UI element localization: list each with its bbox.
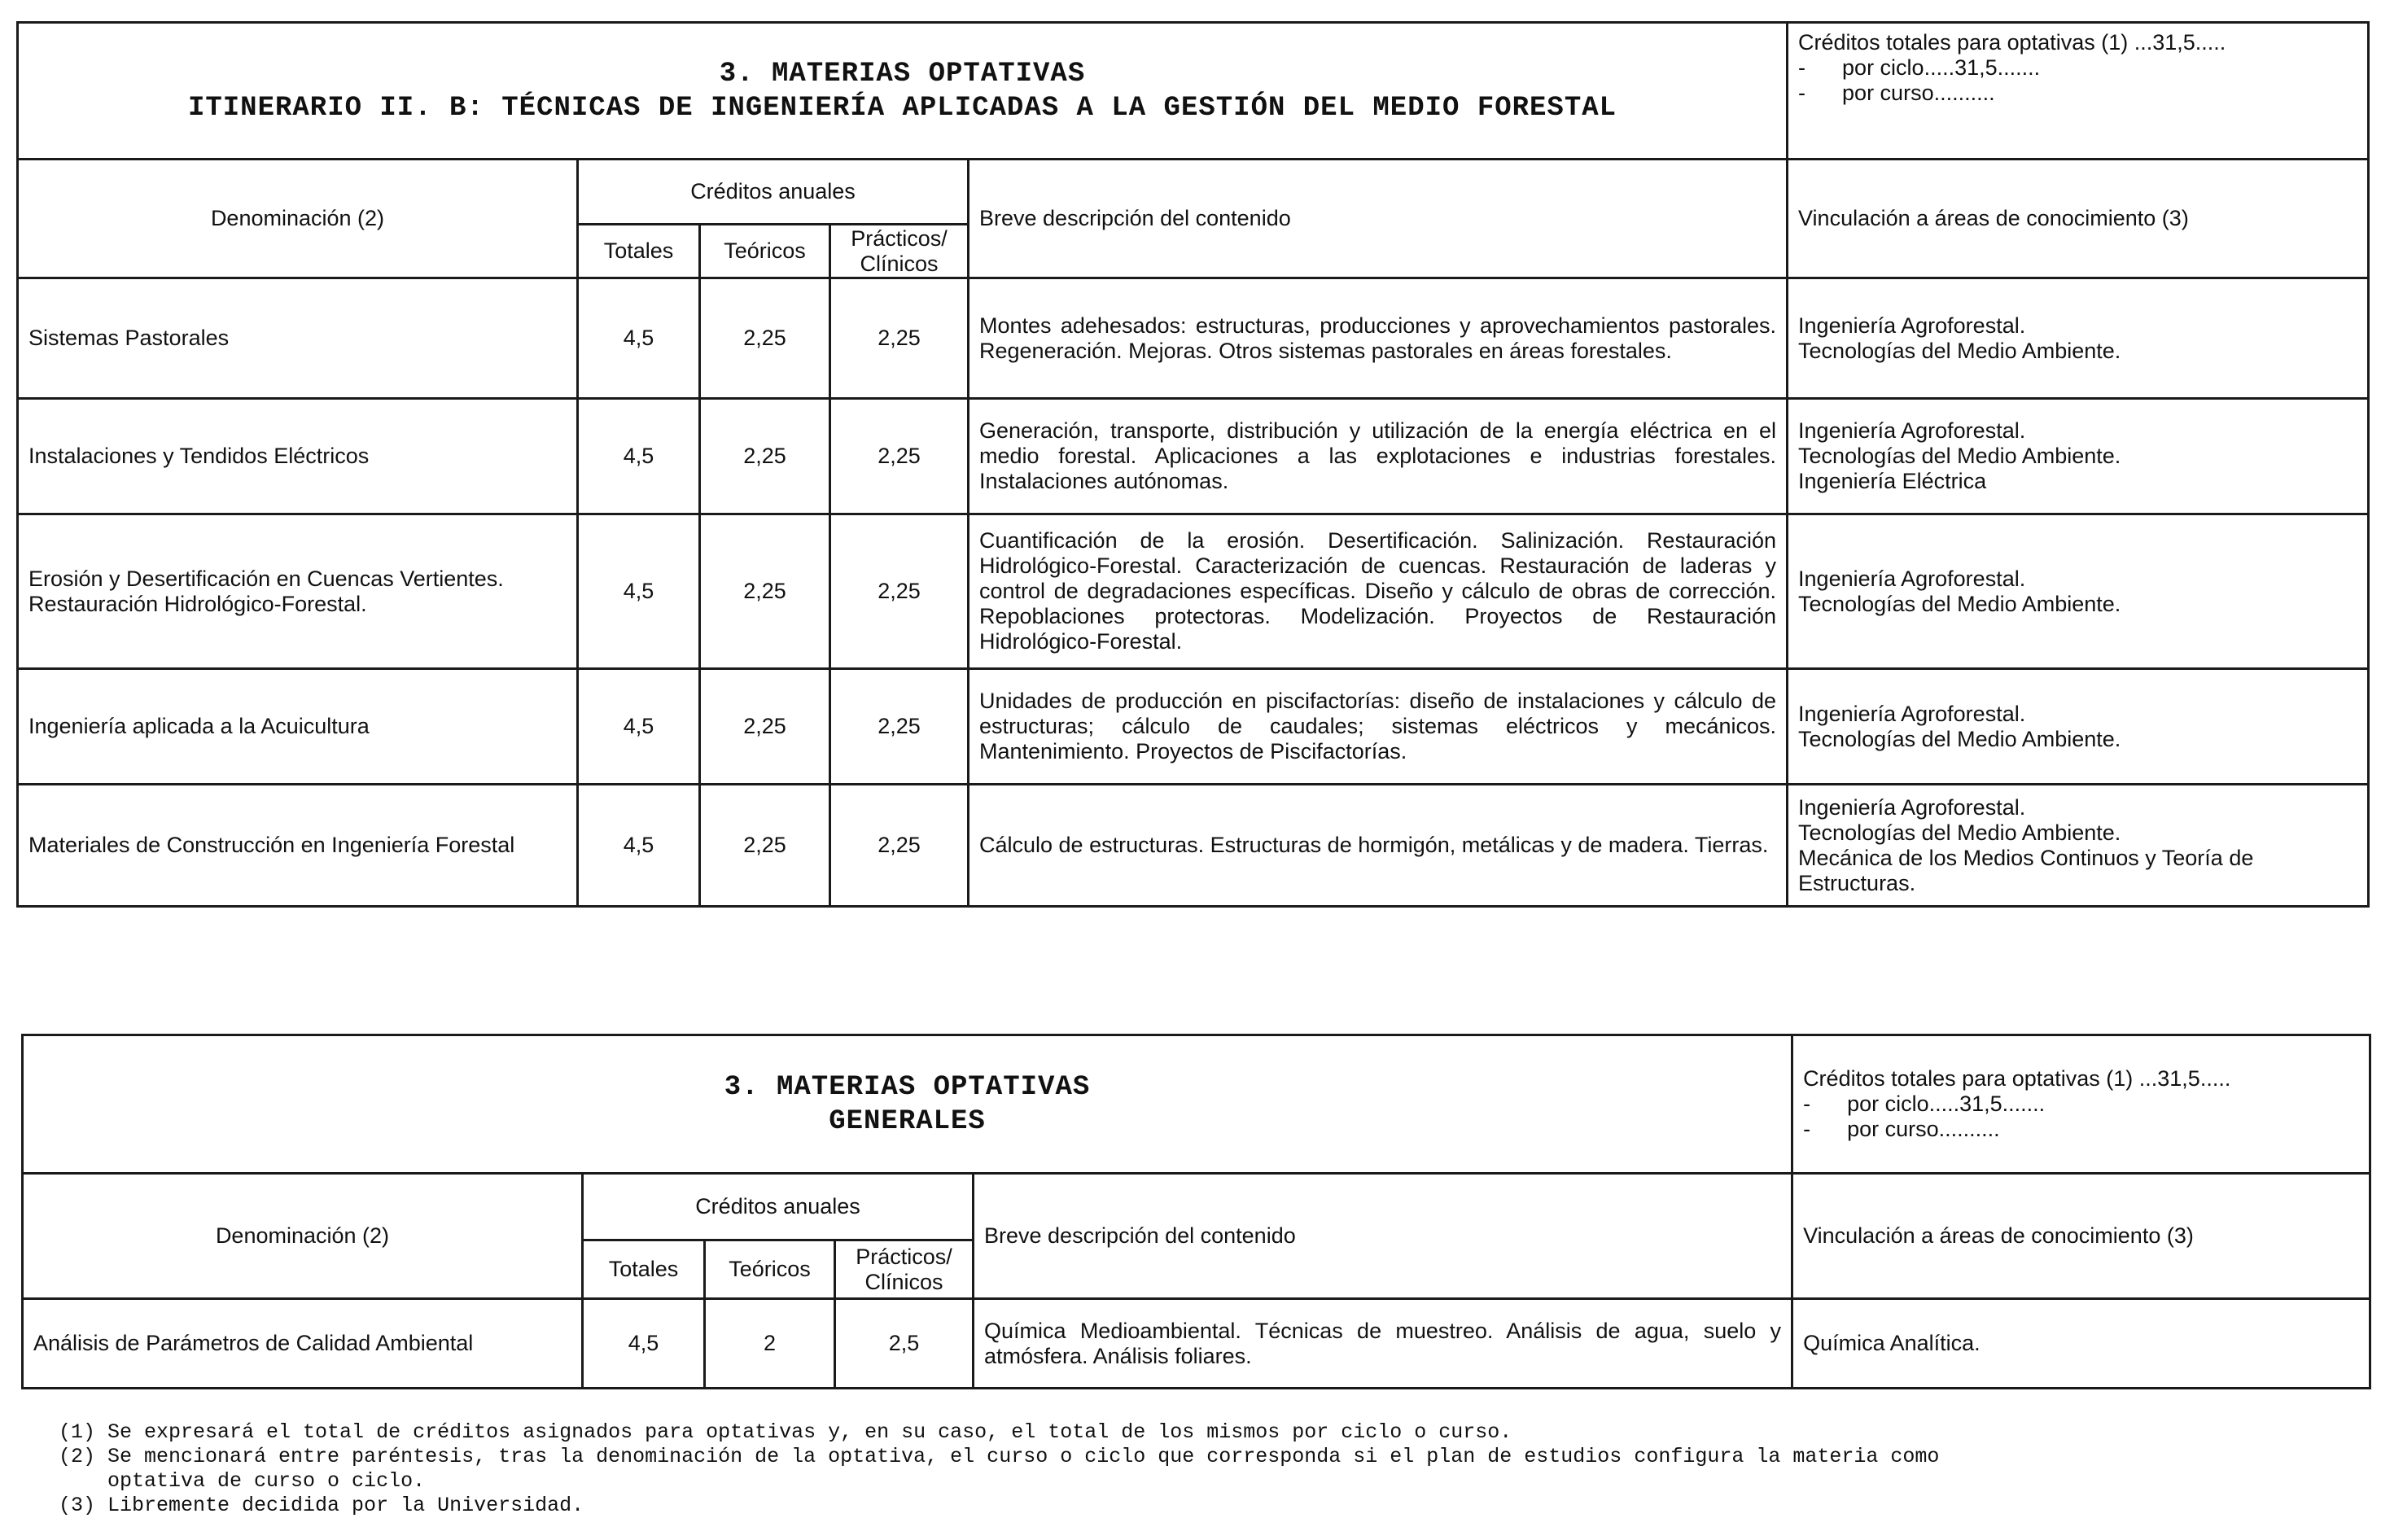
row-description: Cálculo de estructuras. Estructuras de hormigón, metálicas y de madera. Tierras. <box>969 785 1788 907</box>
row-name: Materiales de Construcción en Ingeniería Forestal <box>18 785 578 907</box>
row-teoricos: 2,25 <box>700 278 830 399</box>
row-practicos: 2,25 <box>830 514 969 669</box>
table-title <box>18 23 1788 160</box>
row-totales: 4,5 <box>578 785 700 907</box>
row-description: Química Medioambiental. Técnicas de muestreo. Análisis de agua, suelo y atmósfera. Análisis foliares. <box>974 1299 1792 1389</box>
header-practicos <box>830 225 969 278</box>
row-description: Montes adehesados: estructuras, producciones y aprovechamientos pastorales. Regeneración. Mejoras. Otros sistemas pastorales en áreas forestales. <box>969 278 1788 399</box>
title-line-1: 3. MATERIAS OPTATIVAS <box>724 1071 1091 1103</box>
area-item: Tecnologías del Medio Ambiente. <box>1798 726 2121 751</box>
area-item: Tecnologías del Medio Ambiente. <box>1798 591 2121 616</box>
header-practicos-line2: Clínicos <box>864 1269 943 1294</box>
credits-total: Créditos totales para optativas (1) ...31,5..... <box>1803 1066 2231 1091</box>
header-creditos-anuales: Créditos anuales <box>578 160 969 225</box>
header-teoricos: Teóricos <box>705 1240 835 1299</box>
row-description: Unidades de producción en piscifactorías: diseño de instalaciones y cálculo de estructuras; cálculo de caudales; sistemas eléctricos y mecánicos. Mantenimiento. Proyectos de Piscifactorías. <box>969 669 1788 785</box>
title-line-2: ITINERARIO II. B: TÉCNICAS DE INGENIERÍA APLICADAS A LA GESTIÓN DEL MEDIO FORESTAL <box>187 92 1617 124</box>
row-description: Generación, transporte, distribución y utilización de la energía eléctrica en el medio forestal. Aplicaciones a las explotaciones e industrias forestales. Instalaciones autónomas. <box>969 399 1788 514</box>
row-description: Cuantificación de la erosión. Desertificación. Salinización. Restauración Hidrológico-Forestal. Caracterización de cuencas. Restauración de laderas y control de degradaciones específicas. Diseño y cálculo de obras de corrección. Repoblaciones protectoras. Modelización. Proyectos de Restauración Hidrológico-Forestal. <box>969 514 1788 669</box>
header-vinculacion: Vinculación a áreas de conocimiento (3) <box>1792 1174 2370 1299</box>
header-descripcion: Breve descripción del contenido <box>969 160 1788 278</box>
table-row <box>18 785 2369 907</box>
row-practicos: 2,25 <box>830 399 969 514</box>
row-areas <box>1788 278 2369 399</box>
row-totales: 4,5 <box>578 514 700 669</box>
row-teoricos: 2,25 <box>700 514 830 669</box>
row-practicos: 2,5 <box>835 1299 974 1389</box>
row-name: Análisis de Parámetros de Calidad Ambiental <box>23 1299 583 1389</box>
row-areas <box>1788 514 2369 669</box>
credits-ciclo: - por ciclo.....31,5....... <box>1798 55 2041 80</box>
credits-summary <box>1792 1035 2370 1174</box>
footnotes <box>59 1420 1939 1518</box>
table-row <box>18 399 2369 514</box>
row-name: Sistemas Pastorales <box>18 278 578 399</box>
area-item: Ingeniería Agroforestal. <box>1798 418 2026 443</box>
header-denominacion: Denominación (2) <box>23 1174 583 1299</box>
row-totales: 4,5 <box>578 399 700 514</box>
area-item: Ingeniería Agroforestal. <box>1798 566 2026 591</box>
row-totales: 4,5 <box>578 669 700 785</box>
table-row <box>18 669 2369 785</box>
area-item: Tecnologías del Medio Ambiente. <box>1798 444 2121 468</box>
row-name: Erosión y Desertificación en Cuencas Vertientes. Restauración Hidrológico-Forestal. <box>18 514 578 669</box>
row-teoricos: 2 <box>705 1299 835 1389</box>
row-teoricos: 2,25 <box>700 399 830 514</box>
header-descripcion: Breve descripción del contenido <box>974 1174 1792 1299</box>
header-creditos-anuales: Créditos anuales <box>583 1174 974 1240</box>
area-item: Mecánica de los Medios Continuos y Teoría de Estructuras. <box>1798 845 2254 895</box>
row-areas <box>1792 1299 2370 1389</box>
row-areas <box>1788 669 2369 785</box>
title-line-2: GENERALES <box>829 1105 986 1137</box>
row-practicos: 2,25 <box>830 278 969 399</box>
row-areas <box>1788 399 2369 514</box>
area-item: Ingeniería Agroforestal. <box>1798 313 2026 338</box>
table-title <box>23 1035 1792 1174</box>
header-vinculacion: Vinculación a áreas de conocimiento (3) <box>1788 160 2369 278</box>
title-line-1: 3. MATERIAS OPTATIVAS <box>719 58 1086 90</box>
footnote-1: (1) Se expresará el total de créditos asignados para optativas y, en su caso, el total de los mismos por ciclo o curso. <box>59 1420 1512 1444</box>
optativas-generales-table <box>21 1034 2371 1389</box>
row-teoricos: 2,25 <box>700 785 830 907</box>
row-totales: 4,5 <box>583 1299 705 1389</box>
header-totales: Totales <box>583 1240 705 1299</box>
header-denominacion: Denominación (2) <box>18 160 578 278</box>
table-row <box>23 1299 2370 1389</box>
header-totales: Totales <box>578 225 700 278</box>
area-item: Ingeniería Agroforestal. <box>1798 794 2026 820</box>
row-totales: 4,5 <box>578 278 700 399</box>
optativas-itinerario-table <box>16 21 2370 908</box>
footnote-2: (2) Se mencionará entre paréntesis, tras la denominación de la optativa, el curso o ciclo que corresponda si el plan de estudios configura la materia como <box>59 1445 1940 1468</box>
area-item: Tecnologías del Medio Ambiente. <box>1798 820 2121 845</box>
area-item: Ingeniería Eléctrica <box>1798 469 1987 493</box>
credits-curso: - por curso.......... <box>1798 81 1995 105</box>
table-row <box>18 278 2369 399</box>
credits-curso: - por curso.......... <box>1803 1117 2000 1141</box>
table-row <box>18 514 2369 669</box>
footnote-2-cont: optativa de curso o ciclo. <box>59 1469 426 1493</box>
area-item: Química Analítica. <box>1803 1331 1981 1355</box>
footnote-3: (3) Libremente decidida por la Universidad. <box>59 1494 584 1517</box>
row-practicos: 2,25 <box>830 669 969 785</box>
row-name: Ingeniería aplicada a la Acuicultura <box>18 669 578 785</box>
row-name: Instalaciones y Tendidos Eléctricos <box>18 399 578 514</box>
row-practicos: 2,25 <box>830 785 969 907</box>
row-areas <box>1788 785 2369 907</box>
header-practicos-line1: Prácticos/ <box>856 1244 952 1269</box>
credits-total: Créditos totales para optativas (1) ...31,5..... <box>1798 30 2226 55</box>
header-practicos-line1: Prácticos/ <box>851 225 948 251</box>
row-teoricos: 2,25 <box>700 669 830 785</box>
header-teoricos: Teóricos <box>700 225 830 278</box>
header-practicos <box>835 1240 974 1299</box>
header-practicos-line2: Clínicos <box>860 251 939 276</box>
area-item: Ingeniería Agroforestal. <box>1798 701 2026 726</box>
credits-summary <box>1788 23 2369 160</box>
credits-ciclo: - por ciclo.....31,5....... <box>1803 1092 2046 1116</box>
area-item: Tecnologías del Medio Ambiente. <box>1798 338 2121 363</box>
